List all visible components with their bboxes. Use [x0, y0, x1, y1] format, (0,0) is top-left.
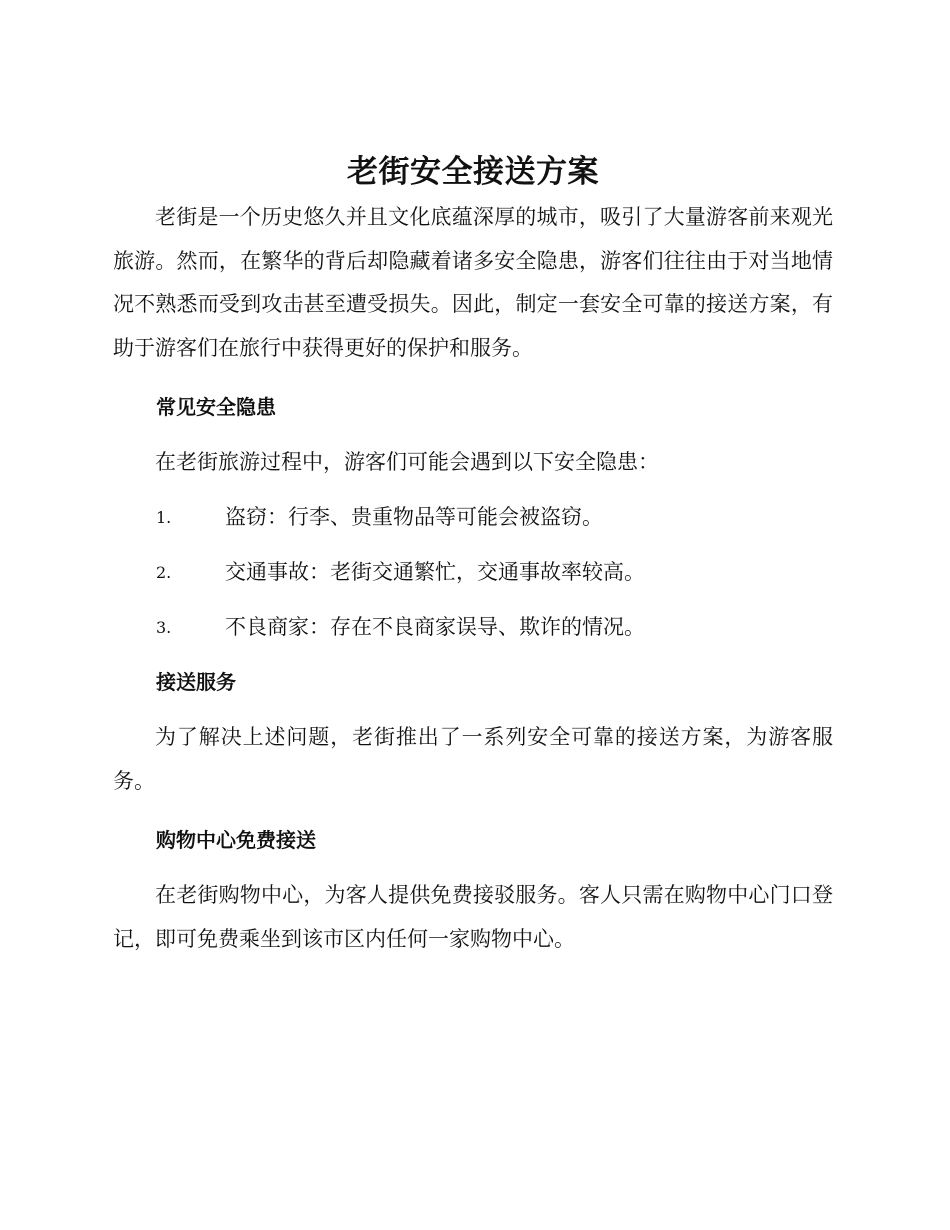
- list-item: [113, 600, 833, 655]
- section-heading-service: 接送服务: [156, 670, 236, 694]
- list-item: [113, 545, 833, 600]
- list-item: [113, 490, 833, 545]
- list-item-number: 1.: [156, 508, 172, 527]
- list-item-number: 3.: [156, 618, 172, 637]
- section-heading-hazards: 常见安全隐患: [156, 395, 276, 419]
- list-item-text: 交通事故：老街交通繁忙，交通事故率较高。: [225, 560, 645, 584]
- service-paragraph: 为了解决上述问题，老街推出了一系列安全可靠的接送方案，为游客服务。: [113, 725, 833, 793]
- list-item-text: 盗窃：行李、贵重物品等可能会被盗窃。: [225, 505, 603, 529]
- list-item-text: 不良商家：存在不良商家误导、欺诈的情况。: [225, 615, 645, 639]
- hazards-paragraph: 在老街旅游过程中，游客们可能会遇到以下安全隐患：: [155, 450, 659, 474]
- list-item-number: 2.: [156, 563, 172, 582]
- document-title: 老街安全接送方案: [347, 154, 599, 190]
- shuttle-paragraph: 在老街购物中心，为客人提供免费接驳服务。客人只需在购物中心门口登记，即可免费乘坐到该市区内任何一家购物中心。: [113, 883, 833, 951]
- section-heading-shuttle: 购物中心免费接送: [156, 828, 316, 852]
- intro-paragraph: 老街是一个历史悠久并且文化底蕴深厚的城市，吸引了大量游客前来观光旅游。然而，在繁华的背后却隐藏着诸多安全隐患，游客们往往由于对当地情况不熟悉而受到攻击甚至遭受损失。因此，制定一套安全可靠的接送方案，有助于游客们在旅行中获得更好的保护和服务。: [113, 205, 833, 360]
- document-page: [113, 148, 833, 961]
- hazards-list: [113, 490, 833, 655]
